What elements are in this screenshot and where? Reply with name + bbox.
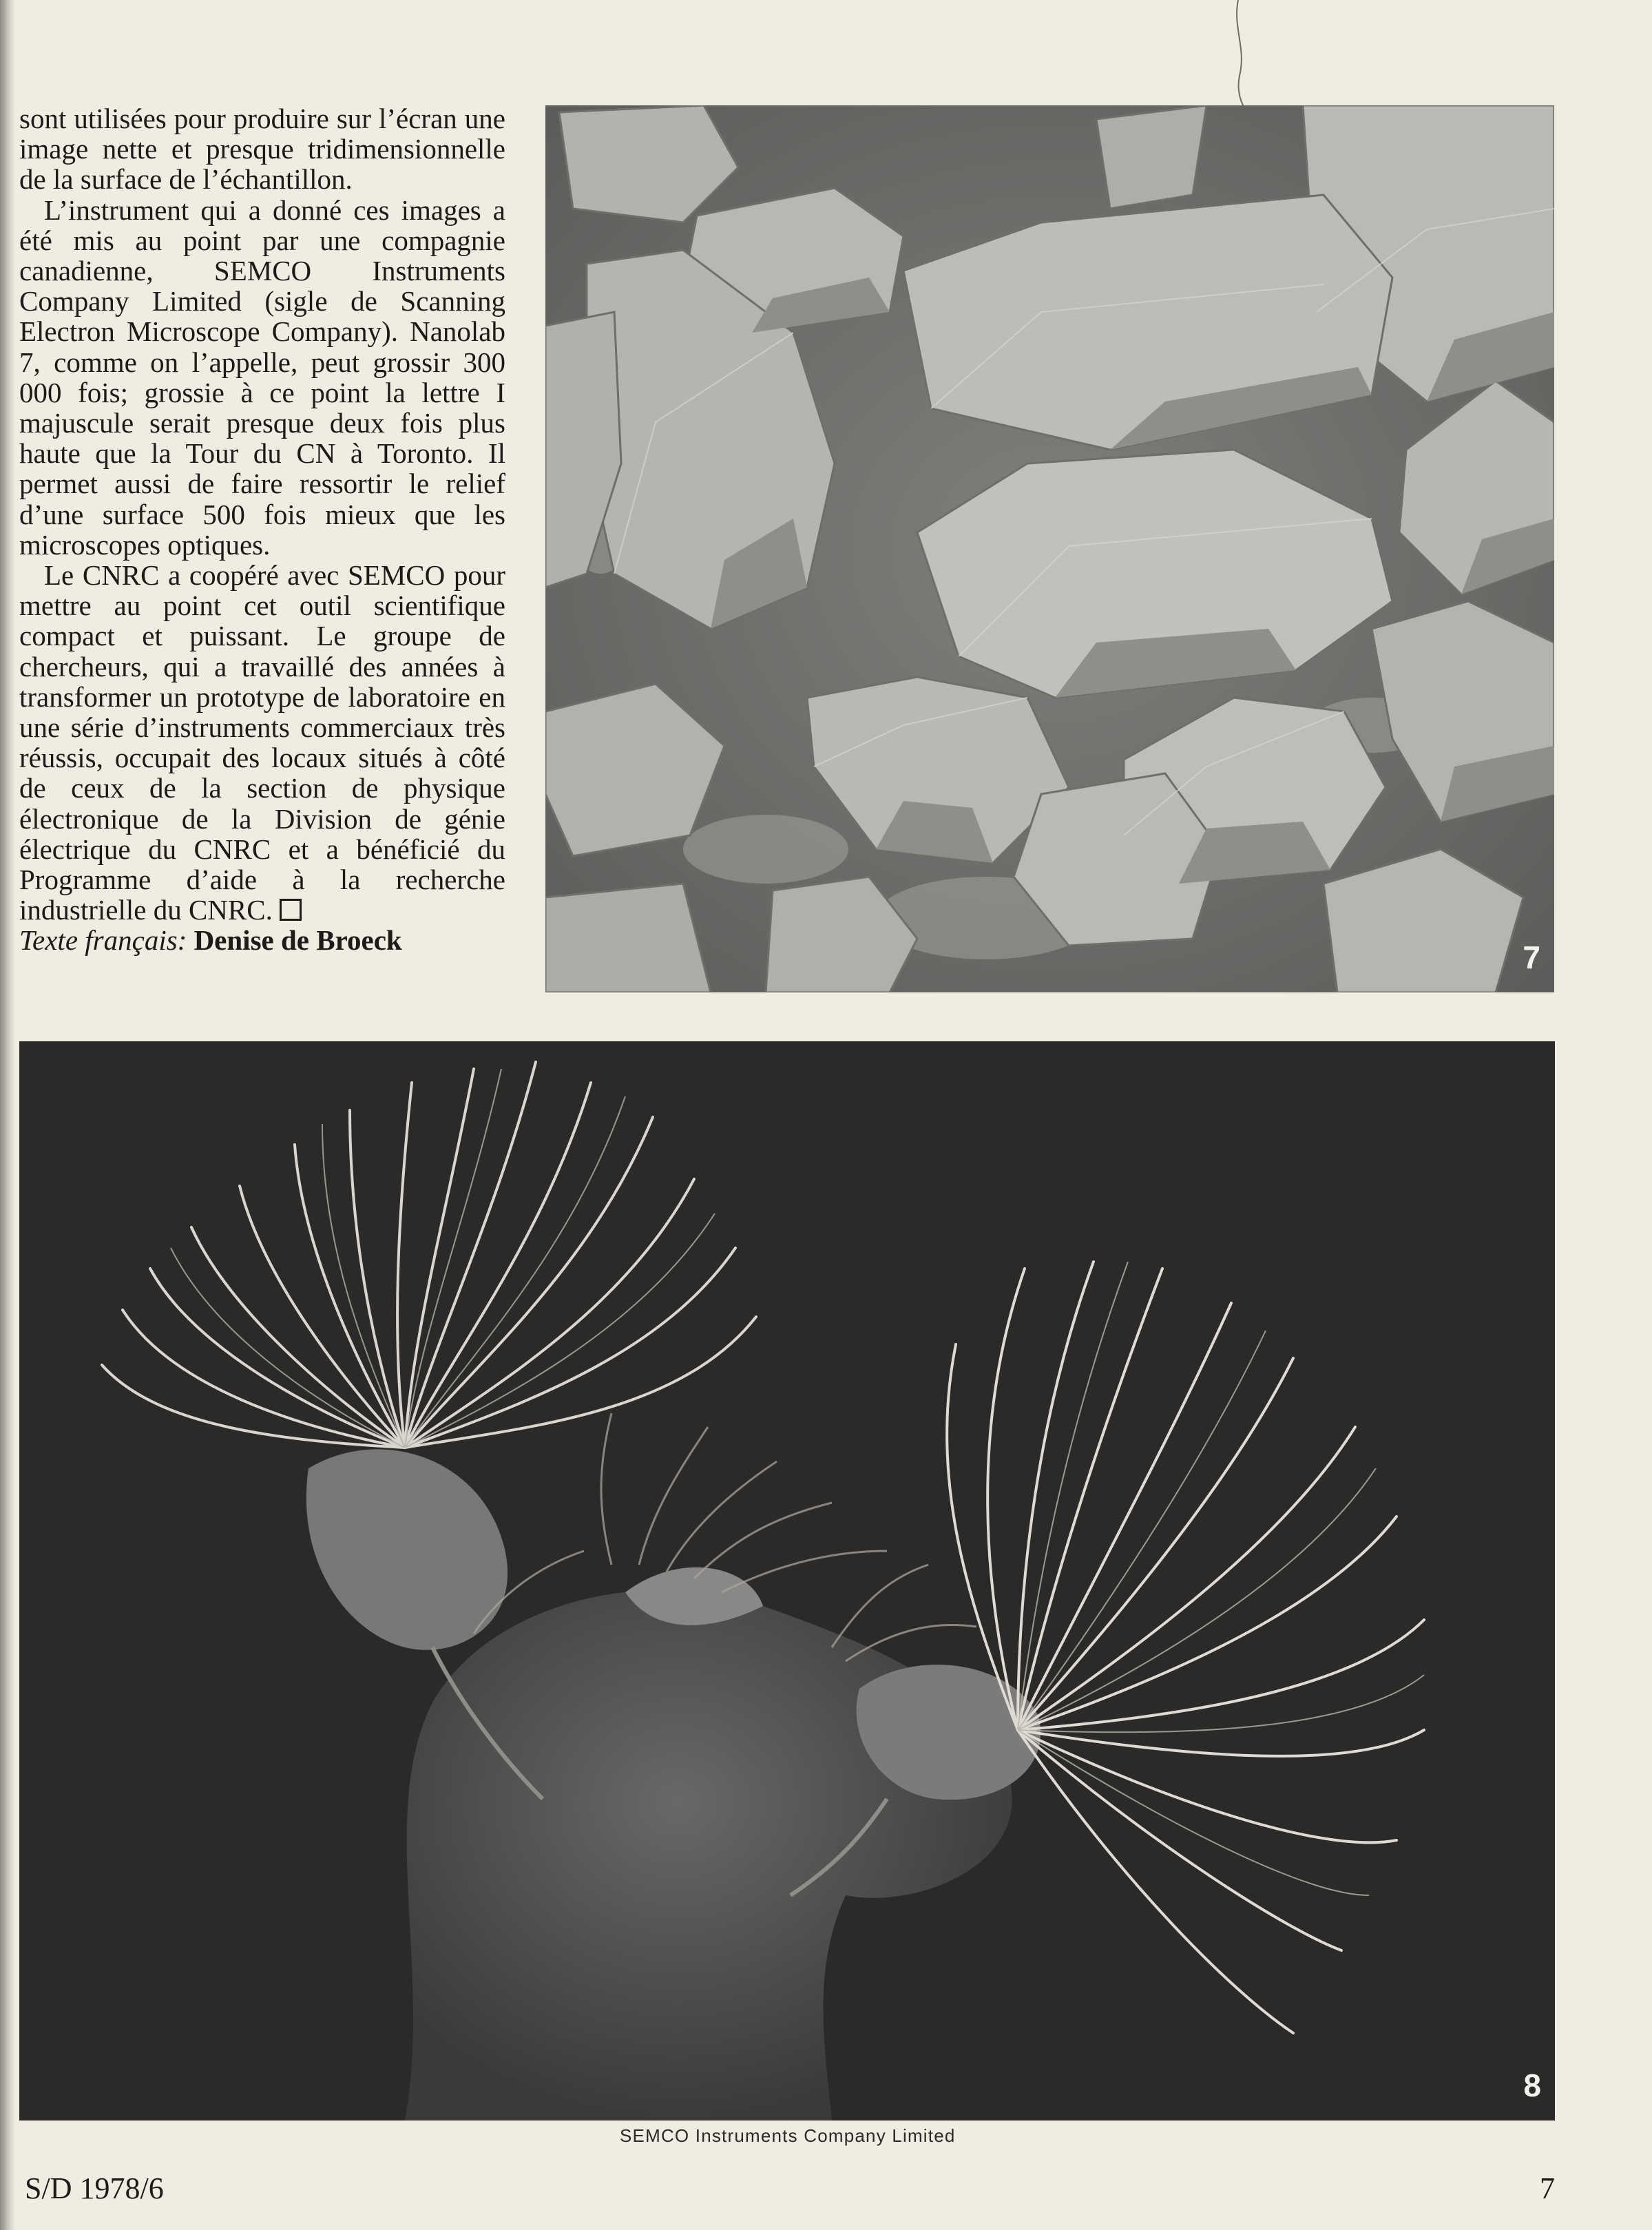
translation-label: Texte français: [19, 924, 187, 957]
paper-crease [1230, 0, 1257, 117]
end-mark-icon [280, 899, 302, 921]
micrograph-crystals [545, 105, 1554, 992]
paragraph-3-text: Le CNRC a coopéré avec SEMCO pour mettre au point cet outil scientifique compact et puissant. Le groupe de chercheurs, qui a travaillé des années à transformer un prototype de laboratoire en une série d’instruments commerciaux très réussis, occupait des locaux situés à côté de ceux de la section de physique électronique de la Division de génie électrique du CNRC et a bénéficié du Programme d’aide à la recherche industrielle du CNRC. [19, 559, 505, 926]
micrograph-appendages [19, 1041, 1555, 2120]
page-gutter-shadow [0, 0, 15, 2230]
issue-reference: S/D 1978/6 [25, 2171, 164, 2205]
translation-credit [19, 925, 505, 955]
figure-number-7: 7 [1523, 939, 1540, 975]
figure-number-8: 8 [1523, 2067, 1541, 2103]
translator-name: Denise de Broeck [194, 924, 402, 957]
photo-credit: SEMCO Instruments Company Limited [620, 2125, 956, 2146]
appendages-illustration [19, 1041, 1555, 2120]
article-text-column [19, 103, 505, 955]
paragraph-1: sont utilisées pour produire sur l’écran une image nette et presque tridimensionnelle de la surface de l’échantillon. [19, 103, 505, 196]
paragraph-2: L’instrument qui a donné ces images a été mis au point par une compagnie canadienne, SEMCO Instruments Company Limited (sigle de Scanning Electron Microscope Company). Nanolab 7, comme on l’appelle, peut grossir 300 000 fois; grossie à ce point la lettre I majuscule serait presque deux fois plus haute que la Tour du CN à Toronto. Il permet aussi de faire ressortir le relief d’une surface 500 fois mieux que les microscopes optiques. [19, 194, 505, 561]
crystals-illustration [545, 105, 1554, 992]
paragraph-3 [19, 560, 505, 925]
page-number: 7 [1540, 2171, 1555, 2205]
